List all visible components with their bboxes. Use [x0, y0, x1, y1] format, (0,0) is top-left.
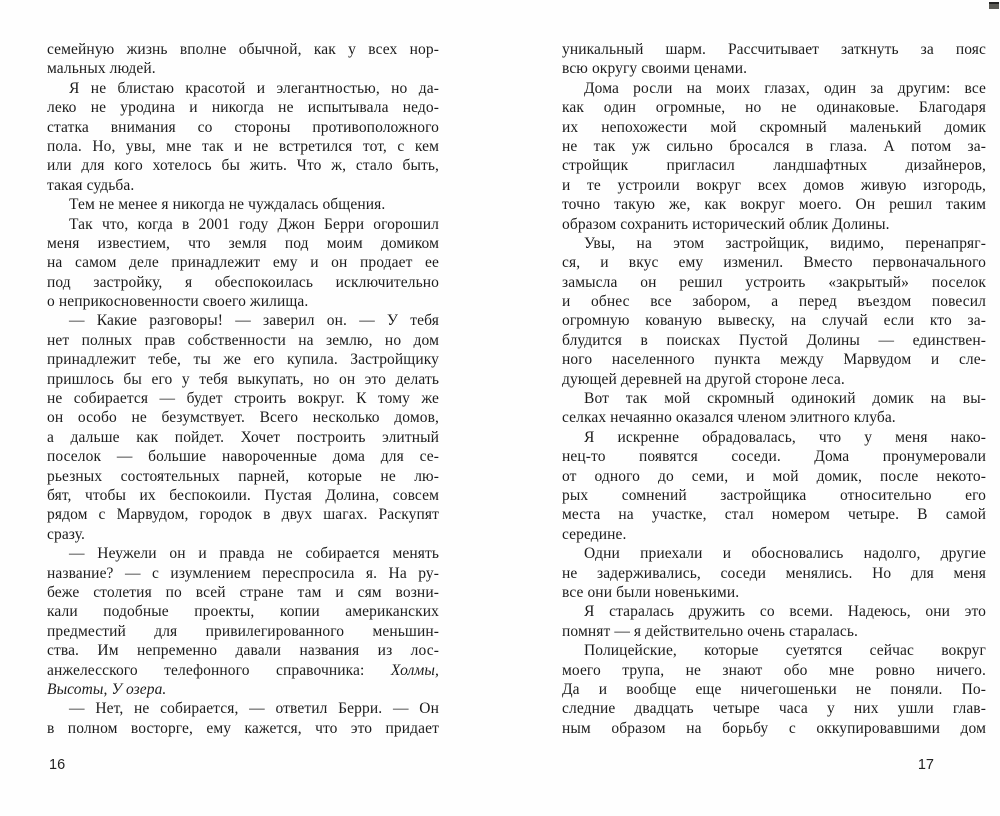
text-line: все они были новенькими.: [562, 583, 740, 601]
text-line: ным образом на борьбу с оккупировавшими дом: [562, 719, 986, 737]
page-number-right: 17: [917, 757, 934, 773]
text-line: замысла он решил устроить «закрытый» поселок: [562, 273, 986, 291]
text-line: он особо не безумствует. Всего несколько домов,: [47, 409, 439, 427]
page-right: [562, 0, 986, 816]
text-line: всю округу своими ценами.: [562, 60, 748, 78]
text-line: а дальше как пойдет. Хочет построить элитный: [47, 428, 439, 446]
text-line: сразу.: [47, 525, 85, 543]
text-line: стройщик пригласил ландшафтных дизайнеров,: [562, 157, 986, 175]
text-line: селках нечаянно оказался членом элитного клуба.: [562, 409, 896, 427]
text-line: следние двадцать четыре часа у них ушли глав-: [562, 700, 986, 718]
text-line: — Какие разговоры! — заверил он. — У тебя: [69, 312, 439, 330]
text-line: как один огромные, но не одинаковые. Благодаря: [562, 99, 986, 117]
text-line: Я не блистаю красотой и элегантностью, но да-: [69, 79, 439, 97]
text-line: Увы, на этом застройщик, видимо, перенапряг-: [584, 234, 986, 252]
page-right-text: [562, 40, 986, 738]
text-line: — Неужели он и правда не собирается менять: [69, 545, 439, 563]
text-line: рых сомнений застройщика относительно его: [562, 486, 986, 504]
text-line: мальных людей.: [47, 60, 156, 78]
text-line: анжелесского телефонного справочника: Холмы,: [47, 661, 439, 679]
text-line: рьезных состоятельных парней, которые не лю-: [47, 467, 439, 485]
page-left: [47, 0, 439, 816]
text-line: рядом с Марвудом, городок в двух шагах. Раскупят: [47, 506, 439, 524]
text-line: леко не уродина и никогда не испытывала недо-: [47, 99, 439, 117]
text-line: уникальный шарм. Рассчитывает заткнуть за пояс: [562, 41, 986, 58]
text-line: ного населенного пункта между Марвудом и сле-: [562, 351, 986, 369]
text-line: о неприкосновенности своего жилища.: [47, 293, 309, 311]
text-line: помнят — я действительно очень старалась.: [562, 622, 859, 640]
text-line: нет полных прав собственности на землю, но дом: [47, 331, 439, 349]
text-line: под застройку, я обеспокоилась исключительно: [47, 273, 439, 291]
text-line: кали подобные проекты, копии американских: [47, 603, 439, 621]
text-line: и обнес все забором, а перед въездом повесил: [562, 293, 986, 311]
text-line: моего трупа, не знают обо мне ровно ничего.: [562, 661, 986, 679]
text-line: их непохожести мой скромный маленький домик: [562, 118, 986, 136]
text-line: бят, чтобы их беспокоили. Пустая Долина, совсем: [47, 486, 439, 504]
text-line: образом сохранить исторический облик Долины.: [562, 215, 890, 233]
text-line: Полицейские, которые суетятся сейчас вокруг: [584, 642, 986, 660]
text-line: дующей деревней на другой стороне леса.: [562, 370, 845, 388]
text-line: от одного до семи, и мой домик, после некото-: [562, 467, 986, 485]
text-line: Тем не менее я никогда не чуждалась общения.: [69, 196, 386, 214]
text-line: не собирается — будет строить вокруг. К тому же: [47, 390, 439, 408]
text-line: принадлежит тебе, ты же его купила. Застройщику: [47, 351, 439, 369]
text-line: предместий для привилегированного меньшин-: [47, 622, 439, 640]
text-line: Да и вообще еще ничегошеньки не поняли. По-: [562, 680, 986, 698]
text-line: беже столетия по всей стране там и сям возни-: [47, 583, 439, 601]
page-left-text: [47, 40, 439, 738]
text-line: и те устроили вокруг всех домов живую изгородь,: [562, 176, 986, 194]
text-line: середине.: [562, 525, 627, 543]
text-line: Высоты, У озера.: [47, 680, 167, 698]
text-line: пришлось бы его у тебя выкупать, но он это делать: [47, 370, 439, 388]
text-line: поселок — большие навороченные дома для се-: [47, 448, 439, 466]
page-number-left: 16: [49, 757, 66, 773]
text-line: не так уж сильно бросался в глаза. А потом за-: [562, 137, 986, 155]
text-line: меня известием, что земля под моим домиком: [47, 234, 439, 252]
text-line: семейную жизнь вполне обычной, как у всех нор-: [47, 41, 439, 58]
text-line: или для кого хотелось бы жить. Что ж, стало быть,: [47, 157, 439, 175]
text-line: статка внимания со стороны противоположного: [47, 118, 439, 136]
text-line: Вот так мой скромный одинокий домик на вы-: [584, 390, 986, 408]
text-line: точно такую же, как вокруг моего. Он решил таким: [562, 196, 986, 214]
text-line: Дома росли на моих глазах, один за другим: все: [584, 79, 986, 97]
text-line: нец-то появятся соседи. Дома пронумеровали: [562, 448, 986, 466]
text-line: Так что, когда в 2001 году Джон Берри огорошил: [69, 215, 439, 233]
text-line: Одни приехали и обосновались надолго, другие: [584, 545, 986, 563]
text-line: ся, и вкус ему изменил. Вместо первоначального: [562, 254, 986, 272]
text-line: не задерживались, соседи менялись. Но для меня: [562, 564, 986, 582]
text-line: блудится в поисках Пустой Долины — единствен-: [562, 331, 986, 349]
text-line: ства. Им непременно давали названия из лос-: [47, 642, 439, 660]
text-line: пола. Но, увы, мне так и не встретился тот, с кем: [47, 137, 439, 155]
text-line: Я старалась дружить со всеми. Надеюсь, они это: [584, 603, 986, 621]
text-line: Я искренне обрадовалась, что у меня нако-: [584, 428, 986, 446]
text-line: такая судьба.: [47, 176, 135, 194]
text-line: места на участке, стал номером четыре. В самой: [562, 506, 986, 524]
scan-edge-mark-icon: [989, 2, 999, 9]
text-line: название? — с изумлением переспросила я. На ру-: [47, 564, 439, 582]
text-line: в полном восторге, ему кажется, что это придает: [47, 719, 439, 737]
text-line: — Нет, не собирается, — ответил Берри. — Он: [69, 700, 439, 718]
text-line: огромную кованую вывеску, на случай если кто за-: [562, 312, 986, 330]
text-line: на самом деле принадлежит ему и он продает ее: [47, 254, 439, 272]
